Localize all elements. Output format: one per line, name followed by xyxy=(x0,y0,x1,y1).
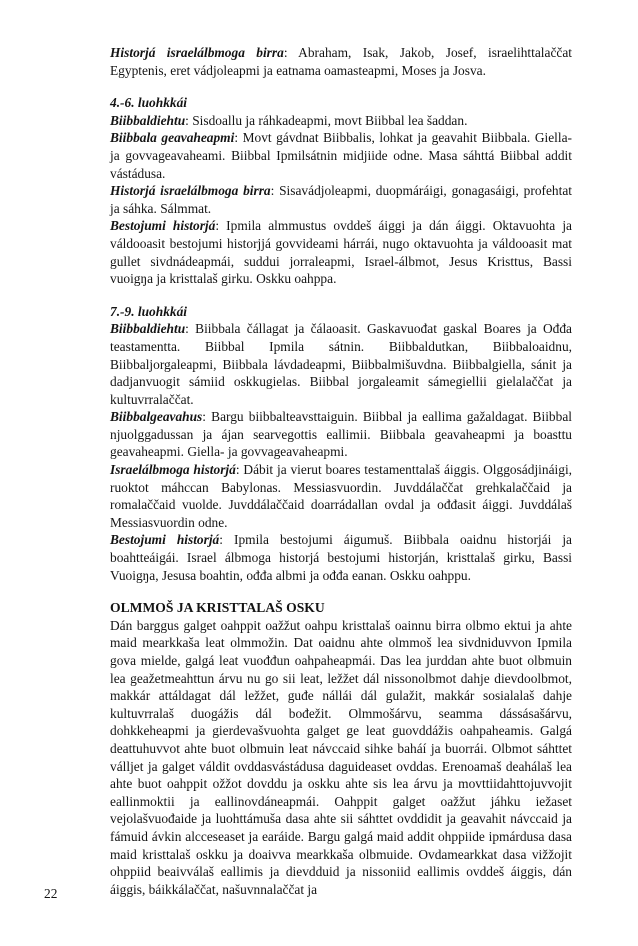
subject-paragraph xyxy=(110,182,572,217)
intro-text: : Abraham, Isak, Jakob, Josef, israelihttalaččat Egyptenis, eret vádjoleapmi ja eatnama oamasteapmi, Moses ja Josva. xyxy=(110,45,573,78)
page-number: 22 xyxy=(44,886,58,901)
subject-label: Israelálbmoga historjá xyxy=(110,462,236,478)
subject-text: : Biibbala čállagat ja čálaoasit. Gaskavuođat gaskal Boares ja Ođđa teastamentta. Biibbal Ipmila sátnin. Biibbaldutkan, Biibbaloaidnu, Biibbaljorgaleapmi, Biibbala lávdadeapmi, Biibbalmišuvdna. Biibbalgiella, sánit ja dadjanvuogit sámiid oskkugielas. Biibbal jorgaleamit sámegiellii gielalaččat ja kultuvrralaččat. xyxy=(110,321,572,407)
body-paragraph: Dán barggus galget oahppit oažžut oahpu kristtalaš oainnu birra olbmo ektui ja ahte maid mearkkaša leat olmmožin. Dat oaidnu ahte olmmoš lea sivdniduvvon Ipmila gova mielde, galgá leat vuođđun oahpaheapmái. Das lea jurddan ahte buot olbmuin lea geažetmeahttun árvu nu go sii leat, ležžet dál nissonolbmot dahje dievdoolbmot, makkár attáldagat dál ležžet, guđe nállái dál gulažit, makkár sosialalaš dahje kultuvrralaš duogážis dál bođežit. Olmmošárvu, seamma dássásašárvu, dohkkeheapmi ja gierdevašvuohta galget ge leat guovddážis oahpaheamis. Galgá deattuhuvvot ahte buot olbmuin leat návccaid sihke baháí ja buorrái. Olbmot sáhttet válljet ja galget váldit ovddasvástádusa daguideaset ovddas. Erenoamaš deahálaš lea ahte buot oahppit ožžot dovddu ja oskku ahte sis lea árvu ja movttiidahttojuvvojit eallinmoktii ja eallinovdáneapmái. Oahppit galget oažžut jáhku iežaset vejolašvuođaide ja luohttámuša dasa ahte sii sáhttet ovddidit ja geavahit návccaid ja fámuid ávkin alcceseaset ja earáide. Bargu galgá maid addit ohppiide ipmárdusa dasa maid kristtalaš oskku ja doaivva mearkkaša olbmuide. Ovdamearkkat dasa vižžojit ohppiid beaivválaš eallimis ja dievdduid ja nissoniid eallimis ovddeš áiggis, dán áiggis, báikkálaččat, našuvnnalaččat ja xyxy=(110,617,572,897)
subject-label: Biibbalgeavahus xyxy=(110,409,203,425)
subject-text: : Sisdoallu ja ráhkadeapmi, movt Biibbal lea šaddan. xyxy=(185,112,468,128)
subject-text: : Ipmila almmustus ovddeš áiggi ja dán áiggi. Oktavuohta ja váldooasit bestojumi historjjá govvideami hárrái, nugo oktavuohta ja váldooasit mat gullet sivdnádeapmái, suddui jorraleapmi, Israel-álbmot, Jesus Kristtus, Bassi vuoigŋa ja kristtalaš girku. Oskku oahppa. xyxy=(110,218,572,287)
subject-text: : Bargu biibbalteavsttaiguin. Biibbal ja eallima gažaldagat. Biibbal njuolggadussan ja ájan searvegottis eallimii. Biibbala geavaheapmi ja boasttu geavaheapmi. Giella- ja govvageavaheapmi. xyxy=(110,409,572,460)
subject-paragraph xyxy=(110,320,572,408)
page-content xyxy=(110,44,572,898)
subject-paragraph xyxy=(110,531,572,584)
subject-paragraph xyxy=(110,217,572,287)
subject-label: Biibbaldiehtu xyxy=(110,112,186,128)
subject-label: Bestojumi historjá xyxy=(110,218,216,234)
subject-text: : Dábit ja vierut boares testamenttalaš áiggis. Olggosádjináigi, ruoktot máhccan Babylonas. Messiasvuordin. Juvddálaččat grehkalaččaid ja romalaččaid vuolde. Juvddálaččaid doarrádallan ovdal ja ođđasit áiggi. Juvddálaš Messiasvuordin odne. xyxy=(110,462,573,530)
subject-label: Historjá israelálbmoga birra xyxy=(110,183,271,199)
subject-text: : Movt gávdnat Biibbalis, lohkat ja geavahit Biibbala. Giella- ja govvageavaheami. Biibbal Ipmilsátnin midjiide odne. Masa sáhttá Biibbal addit vástádusa. xyxy=(110,130,572,181)
subject-paragraph xyxy=(110,112,572,130)
subject-label: Biibbaldiehtu xyxy=(110,321,186,337)
subject-text: : Ipmila bestojumi áigumuš. Biibbala oaidnu historjái ja boahtteáigái. Israel álbmoga historjá bestojumi historján, kristtalaš girku, Bassi Vuoigŋa, Jesusa boahtin, ođđa albmi ja ođđa eanan. Oskku oahppu. xyxy=(110,532,572,583)
subject-paragraph xyxy=(110,129,572,182)
section-heading-grades-4-6: 4.-6. luohkkái xyxy=(110,95,188,111)
intro-paragraph xyxy=(110,44,572,79)
section-title: OLMMOŠ JA KRISTTALAŠ OSKU xyxy=(110,600,325,616)
section-heading-grades-7-9: 7.-9. luohkkái xyxy=(110,303,188,319)
subject-paragraph xyxy=(110,461,572,531)
subject-text: : Sisavádjoleapmi, duopmáráigi, gonagasáigi, profehtat ja sáhka. Sálmmat. xyxy=(110,183,572,216)
subject-label: Biibbala geavaheapmi xyxy=(110,130,235,146)
subject-paragraph xyxy=(110,408,572,461)
intro-label: Historjá israelálbmoga birra xyxy=(110,45,284,60)
subject-label: Bestojumi historjá xyxy=(110,532,220,548)
